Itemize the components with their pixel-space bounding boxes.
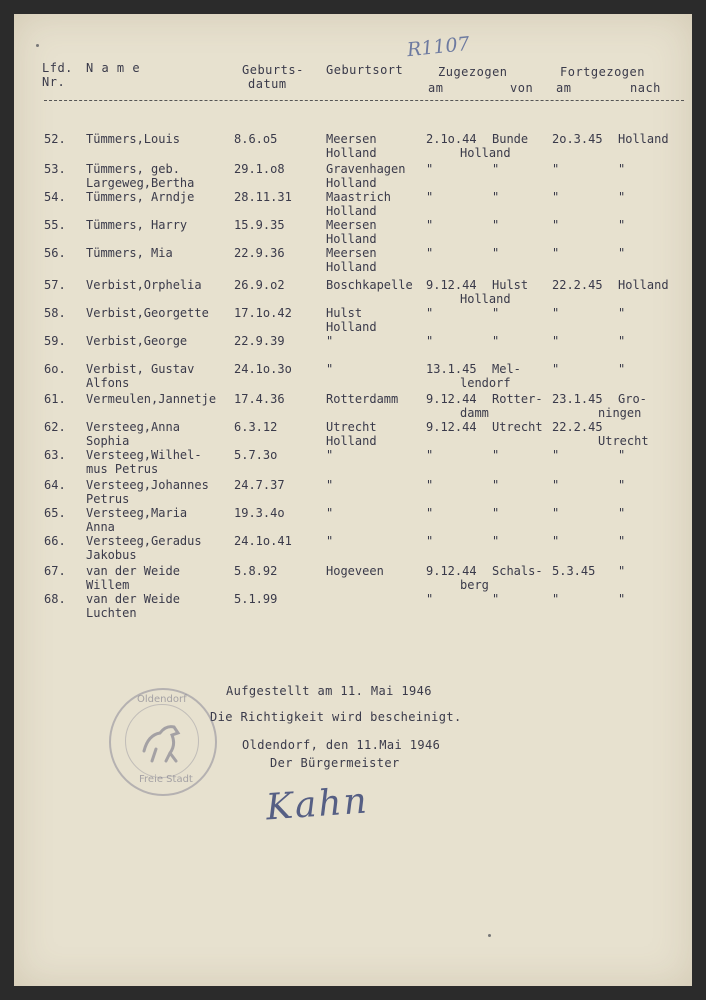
row-birthplace-cont: Holland (326, 260, 377, 274)
table-row (14, 246, 692, 276)
row-number: 68. (44, 592, 66, 606)
row-moved-in-from: Mel- (492, 362, 521, 376)
footer-place-date-line: Oldendorf, den 11.Mai 1946 (242, 738, 441, 752)
row-moved-out-to: " (618, 564, 626, 578)
row-moved-out-date: " (552, 218, 560, 232)
row-moved-in-date: " (426, 506, 434, 520)
header-fortgezogen: Fortgezogen (560, 65, 645, 79)
row-birth-date: 24.1o.41 (234, 534, 292, 548)
row-number: 56. (44, 246, 66, 260)
row-moved-out-date: " (552, 534, 560, 548)
punch-mark (488, 934, 491, 937)
row-number: 57. (44, 278, 66, 292)
table-row (14, 564, 692, 594)
row-moved-in-from: " (492, 306, 500, 320)
row-moved-in-date: " (426, 334, 434, 348)
row-birth-date: 8.6.o5 (234, 132, 278, 146)
table-row (14, 534, 692, 564)
row-name: Versteeg,Anna (86, 420, 180, 434)
row-number: 62. (44, 420, 66, 434)
row-name: Tümmers, geb. (86, 162, 180, 176)
row-moved-in-from: " (492, 190, 500, 204)
table-row (14, 190, 692, 220)
row-birth-date: 17.4.36 (234, 392, 285, 406)
row-birth-date: 6.3.12 (234, 420, 278, 434)
row-moved-out-to: Gro- (618, 392, 647, 406)
row-name: Vermeulen,Jannetje (86, 392, 217, 406)
row-moved-in-date: " (426, 306, 434, 320)
row-number: 53. (44, 162, 66, 176)
row-number: 54. (44, 190, 66, 204)
row-moved-out-to: " (618, 592, 626, 606)
row-moved-in-date: " (426, 246, 434, 260)
table-row (14, 420, 692, 450)
row-moved-out-to: " (618, 246, 626, 260)
row-birthplace: " (326, 448, 334, 462)
row-moved-in-from-cont: berg (460, 578, 489, 592)
row-birth-date: 24.7.37 (234, 478, 285, 492)
row-birthplace-cont: Holland (326, 232, 377, 246)
horse-emblem-icon (126, 705, 198, 777)
row-moved-in-from: " (492, 478, 500, 492)
row-number: 64. (44, 478, 66, 492)
row-moved-out-to: " (618, 162, 626, 176)
row-birthplace: Meersen (326, 132, 377, 146)
row-birth-date: 5.1.99 (234, 592, 278, 606)
row-name: Versteeg,Geradus (86, 534, 202, 548)
row-name: Tümmers, Arndje (86, 190, 195, 204)
row-name-cont: Anna (86, 520, 115, 534)
row-moved-out-date: " (552, 306, 560, 320)
official-stamp (109, 688, 217, 796)
header-geburtsort: Geburtsort (326, 63, 404, 77)
header-lfd: Lfd. (42, 61, 73, 75)
table-row (14, 592, 692, 622)
row-number: 67. (44, 564, 66, 578)
row-name: van der Weide (86, 592, 180, 606)
row-moved-out-to: Holland (618, 132, 669, 146)
row-moved-in-from: Rotter- (492, 392, 543, 406)
row-number: 52. (44, 132, 66, 146)
row-birthplace-cont: Holland (326, 320, 377, 334)
header-zugezogen: Zugezogen (438, 65, 508, 79)
row-birthplace: Rotterdamm (326, 392, 399, 406)
table-row (14, 448, 692, 478)
row-moved-in-date: 2.1o.44 (426, 132, 477, 146)
header-geburts: Geburts- (242, 63, 304, 77)
row-birthplace: Hulst (326, 306, 363, 320)
row-name: Verbist,Georgette (86, 306, 209, 320)
row-name: Versteeg,Wilhel- (86, 448, 202, 462)
footer-certification-line: Die Richtigkeit wird bescheinigt. (210, 710, 462, 724)
row-moved-in-from-cont: lendorf (460, 376, 511, 390)
row-moved-out-date: 22.2.45 (552, 278, 603, 292)
row-moved-out-to-cont: ningen (598, 406, 642, 420)
row-birthplace: " (326, 534, 334, 548)
header-name: N a m e (86, 61, 141, 75)
row-moved-out-date: 22.2.45 (552, 420, 603, 434)
row-moved-in-date: " (426, 534, 434, 548)
row-number: 63. (44, 448, 66, 462)
mayor-signature: Kahn (264, 780, 371, 829)
row-name-cont: Alfons (86, 376, 130, 390)
row-birthplace-cont: Holland (326, 146, 377, 160)
row-number: 55. (44, 218, 66, 232)
row-moved-in-from-cont: Holland (460, 292, 511, 306)
row-name-cont: Luchten (86, 606, 137, 620)
row-birth-date: 29.1.o8 (234, 162, 285, 176)
row-moved-in-from: " (492, 246, 500, 260)
row-moved-in-from: " (492, 448, 500, 462)
row-birthplace: " (326, 362, 334, 376)
header-nr: Nr. (42, 75, 66, 89)
row-moved-out-date: 23.1.45 (552, 392, 603, 406)
table-row (14, 278, 692, 308)
row-moved-out-to-cont: Utrecht (598, 434, 649, 448)
row-birthplace: Maastrich (326, 190, 392, 204)
row-moved-in-date: 13.1.45 (426, 362, 477, 376)
row-moved-in-date: " (426, 448, 434, 462)
row-moved-out-date: " (552, 592, 560, 606)
row-moved-out-date: 5.3.45 (552, 564, 596, 578)
row-number: 59. (44, 334, 66, 348)
row-name-cont: Jakobus (86, 548, 137, 562)
row-moved-in-date: " (426, 218, 434, 232)
stamp-text-top: Oldendorf (137, 694, 187, 705)
header-nach: nach (630, 81, 661, 95)
row-moved-out-date: " (552, 246, 560, 260)
row-moved-in-from: Utrecht (492, 420, 543, 434)
archive-reference-mark: R1107 (406, 32, 471, 62)
row-birthplace: Meersen (326, 218, 377, 232)
document-page (14, 14, 692, 986)
row-birthplace: Utrecht (326, 420, 377, 434)
row-birthplace: Boschkapelle (326, 278, 413, 292)
punch-mark (36, 44, 39, 47)
row-moved-in-date: 9.12.44 (426, 564, 477, 578)
row-moved-in-from: " (492, 592, 500, 606)
row-name: Tümmers,Louis (86, 132, 180, 146)
row-moved-in-from: " (492, 534, 500, 548)
row-moved-in-date: " (426, 592, 434, 606)
header-zugezogen-am: am (428, 81, 444, 95)
header-datum: datum (248, 77, 287, 91)
row-birth-date: 19.3.4o (234, 506, 285, 520)
row-moved-out-date: 2o.3.45 (552, 132, 603, 146)
header-divider (44, 100, 684, 101)
row-birthplace: " (326, 506, 334, 520)
row-name: van der Weide (86, 564, 180, 578)
row-name: Verbist, Gustav (86, 362, 195, 376)
stamp-emblem (125, 704, 199, 778)
row-birthplace: Hogeveen (326, 564, 384, 578)
stamp-text-bottom: Freie Stadt (139, 774, 193, 785)
row-moved-in-from: Schals- (492, 564, 543, 578)
row-name-cont: Largeweg,Bertha (86, 176, 195, 190)
table-row (14, 306, 692, 336)
row-moved-out-date: " (552, 362, 560, 376)
row-moved-in-date: " (426, 478, 434, 492)
row-moved-out-date: " (552, 448, 560, 462)
row-moved-out-date: " (552, 506, 560, 520)
table-row (14, 392, 692, 422)
row-birth-date: 26.9.o2 (234, 278, 285, 292)
row-moved-in-from-cont: damm (460, 406, 489, 420)
row-moved-out-to: " (618, 334, 626, 348)
row-moved-in-date: 9.12.44 (426, 278, 477, 292)
row-name: Verbist,George (86, 334, 188, 348)
row-birthplace-cont: Holland (326, 434, 377, 448)
row-birthplace: " (326, 478, 334, 492)
row-name-cont: Willem (86, 578, 130, 592)
row-birthplace: " (326, 334, 334, 348)
row-birth-date: 22.9.36 (234, 246, 285, 260)
row-birthplace: Gravenhagen (326, 162, 406, 176)
row-birthplace-cont: Holland (326, 176, 377, 190)
table-row (14, 334, 692, 364)
table-row (14, 132, 692, 162)
row-moved-in-date: " (426, 190, 434, 204)
row-name-cont: Petrus (86, 492, 130, 506)
row-moved-in-from: " (492, 506, 500, 520)
row-moved-out-date: " (552, 190, 560, 204)
row-name: Verbist,Orphelia (86, 278, 202, 292)
row-moved-out-date: " (552, 478, 560, 492)
row-name: Versteeg,Johannes (86, 478, 209, 492)
row-birth-date: 17.1o.42 (234, 306, 292, 320)
row-moved-out-to: " (618, 506, 626, 520)
row-birth-date: 5.8.92 (234, 564, 278, 578)
row-moved-in-date: 9.12.44 (426, 420, 477, 434)
row-moved-in-date: 9.12.44 (426, 392, 477, 406)
row-number: 61. (44, 392, 66, 406)
row-birth-date: 22.9.39 (234, 334, 285, 348)
row-moved-in-from: Hulst (492, 278, 529, 292)
row-moved-out-date: " (552, 334, 560, 348)
header-von: von (510, 81, 534, 95)
row-moved-out-to: " (618, 190, 626, 204)
row-birth-date: 15.9.35 (234, 218, 285, 232)
row-moved-out-to: " (618, 218, 626, 232)
row-moved-in-from-cont: Holland (460, 146, 511, 160)
row-number: 66. (44, 534, 66, 548)
row-birthplace: Meersen (326, 246, 377, 260)
row-number: 58. (44, 306, 66, 320)
row-name: Versteeg,Maria (86, 506, 188, 520)
table-row (14, 478, 692, 508)
table-row (14, 162, 692, 192)
row-name-cont: mus Petrus (86, 462, 159, 476)
row-birthplace-cont: Holland (326, 204, 377, 218)
row-number: 65. (44, 506, 66, 520)
row-moved-in-from: " (492, 162, 500, 176)
row-moved-in-date: " (426, 162, 434, 176)
row-moved-out-date: " (552, 162, 560, 176)
row-birth-date: 24.1o.3o (234, 362, 292, 376)
row-birth-date: 5.7.3o (234, 448, 278, 462)
table-row (14, 362, 692, 392)
row-moved-in-from: " (492, 334, 500, 348)
row-moved-out-to: " (618, 448, 626, 462)
footer-mayor-line: Der Bürgermeister (270, 756, 400, 770)
row-number: 6o. (44, 362, 66, 376)
row-birth-date: 28.11.31 (234, 190, 292, 204)
row-moved-out-to: Holland (618, 278, 669, 292)
row-moved-out-to: " (618, 478, 626, 492)
row-moved-out-to: " (618, 534, 626, 548)
row-moved-out-to: " (618, 306, 626, 320)
table-row (14, 506, 692, 536)
header-fortgezogen-am: am (556, 81, 572, 95)
row-moved-in-from: " (492, 218, 500, 232)
row-name: Tümmers, Harry (86, 218, 188, 232)
table-row (14, 218, 692, 248)
row-name: Tümmers, Mia (86, 246, 173, 260)
footer-compiled-line: Aufgestellt am 11. Mai 1946 (226, 684, 432, 698)
row-moved-out-to: " (618, 362, 626, 376)
row-moved-in-from: Bunde (492, 132, 529, 146)
row-name-cont: Sophia (86, 434, 130, 448)
